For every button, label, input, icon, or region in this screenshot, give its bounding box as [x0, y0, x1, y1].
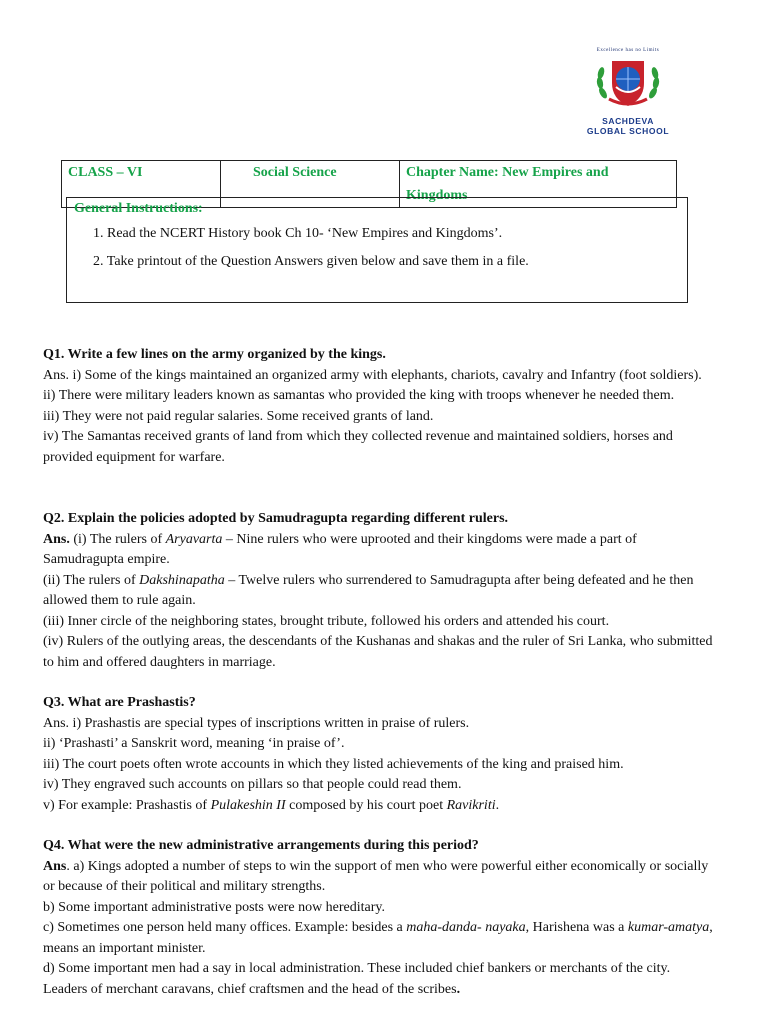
chapter-cell: Chapter Name: New Empires and Kingdoms: [400, 161, 677, 208]
instruction-item-2: 2. Take printout of the Question Answers given below and save them in a file.: [93, 254, 529, 269]
answer-2-part-3: (iii) Inner circle of the neighboring states, brought tribute, followed his orders and attended his court.: [43, 613, 610, 629]
instructions-title: General Instructions:: [74, 201, 203, 216]
general-instructions-box: [66, 197, 688, 303]
answer-2-label: Ans.: [43, 531, 70, 547]
school-name-line1: SACHDEVA: [602, 116, 654, 126]
question-3: Q3. What are Prashastis?: [43, 695, 196, 710]
answer-4-part-1-text: . a) Kings adopted a number of steps to win the support of men who were powerful either economically or socially or because of their political and military strengths.: [43, 858, 709, 894]
answer-2-part-1-rest: – Nine rulers who were uprooted and their kingdoms were made a part of Samudragupta empire.: [43, 531, 637, 567]
instruction-item-1: 1. Read the NCERT History book Ch 10- ‘New Empires and Kingdoms’.: [93, 226, 503, 241]
answer-4-part-4-text: d) Some important men had a say in local administration. These included chief bankers or merchants of the city. Leaders of merchant caravans, chief craftsmen and the head of the scribes: [43, 961, 671, 997]
answer-4-part-4: [43, 959, 713, 1000]
question-4-block: [43, 836, 713, 1000]
class-cell: CLASS – VI: [62, 161, 221, 208]
answer-3-part-5-text: v) For example: Prashastis of: [43, 797, 211, 813]
answer-3-part-5: [43, 796, 713, 817]
answer-3-part-4: iv) They engraved such accounts on pillars so that people could read them.: [43, 777, 462, 792]
answer-3-part-5-mid: composed by his court poet: [285, 797, 447, 813]
answer-4-part-4-end: .: [456, 981, 461, 997]
answer-2-part-2: [43, 571, 713, 612]
answer-1-part-4: iv) The Samantas received grants of land from which they collected revenue and maintained soldiers, horses and provided equipment for warfare.: [43, 429, 673, 465]
question-2: Q2. Explain the policies adopted by Samudragupta regarding different rulers.: [43, 511, 509, 526]
question-1-block: [43, 345, 713, 468]
school-name-line2: GLOBAL SCHOOL: [586, 126, 670, 136]
answer-1-part-2: ii) There were military leaders known as samantas who provided the king with troops whenever he needed them.: [43, 388, 675, 403]
answer-4-part-3-mid: , Harishena was a: [525, 920, 628, 935]
crest-icon: [593, 53, 663, 111]
answer-4-label: Ans: [43, 858, 67, 874]
answer-3-part-3: iii) The court poets often wrote accounts in which they listed achievements of the king and praised him.: [43, 756, 624, 772]
term-dakshinapatha: Dakshinapatha: [139, 572, 225, 588]
term-aryavarta: Aryavarta: [165, 531, 223, 547]
term-pulakeshin: Pulakeshin II: [210, 797, 286, 813]
answer-1-part-1: Ans. i) Some of the kings maintained an organized army with elephants, chariots, cavalry and Infantry (foot soldiers).: [43, 367, 702, 383]
term-ravikriti: Ravikriti: [446, 797, 496, 813]
question-3-block: [43, 693, 713, 816]
answer-1-part-3: iii) They were not paid regular salaries. Some received grants of land.: [43, 408, 434, 424]
answer-4-part-3-end: , means an important minister.: [43, 920, 713, 956]
answer-4-part-3-text: c) Sometimes one person held many offices. Example: besides a: [43, 920, 407, 935]
answer-2-part-2-rest: – Twelve rulers who surrendered to Samudragupta after being defeated and he then allowed them to rule again.: [43, 572, 694, 608]
answer-2-part-4: (iv) Rulers of the outlying areas, the descendants of the Kushanas and shakas and the ruler of Sri Lanka, who submitted to him and offered daughters in marriage.: [43, 634, 713, 670]
logo-tagline: Excellence has no Limits: [596, 48, 660, 53]
question-2-block: [43, 509, 713, 673]
answer-3-part-2: ii) ‘Prashasti’ a Sanskrit word, meaning ‘in praise of’.: [43, 736, 345, 751]
answer-4-part-2: b) Some important administrative posts were now hereditary.: [43, 899, 386, 915]
term-kumar-amatya: kumar-amatya: [627, 920, 710, 935]
question-1: Q1. Write a few lines on the army organized by the kings.: [43, 347, 386, 362]
answer-2-part-1: [43, 530, 713, 571]
answer-4-part-3: [43, 918, 713, 959]
answer-3-part-1: Ans. i) Prashastis are special types of inscriptions written in praise of rulers.: [43, 715, 470, 731]
answer-2-part-2-text: (ii) The rulers of: [43, 572, 140, 588]
answer-3-part-5-end: .: [495, 797, 500, 813]
answer-2-part-1-text: (i) The rulers of: [69, 531, 166, 547]
answer-4-part-1: [43, 857, 713, 898]
question-4: Q4. What were the new administrative arrangements during this period?: [43, 838, 479, 853]
school-logo: [578, 48, 678, 148]
subject-cell: Social Science: [221, 161, 400, 208]
term-maha-danda-nayaka: maha-danda- nayaka: [406, 920, 526, 935]
